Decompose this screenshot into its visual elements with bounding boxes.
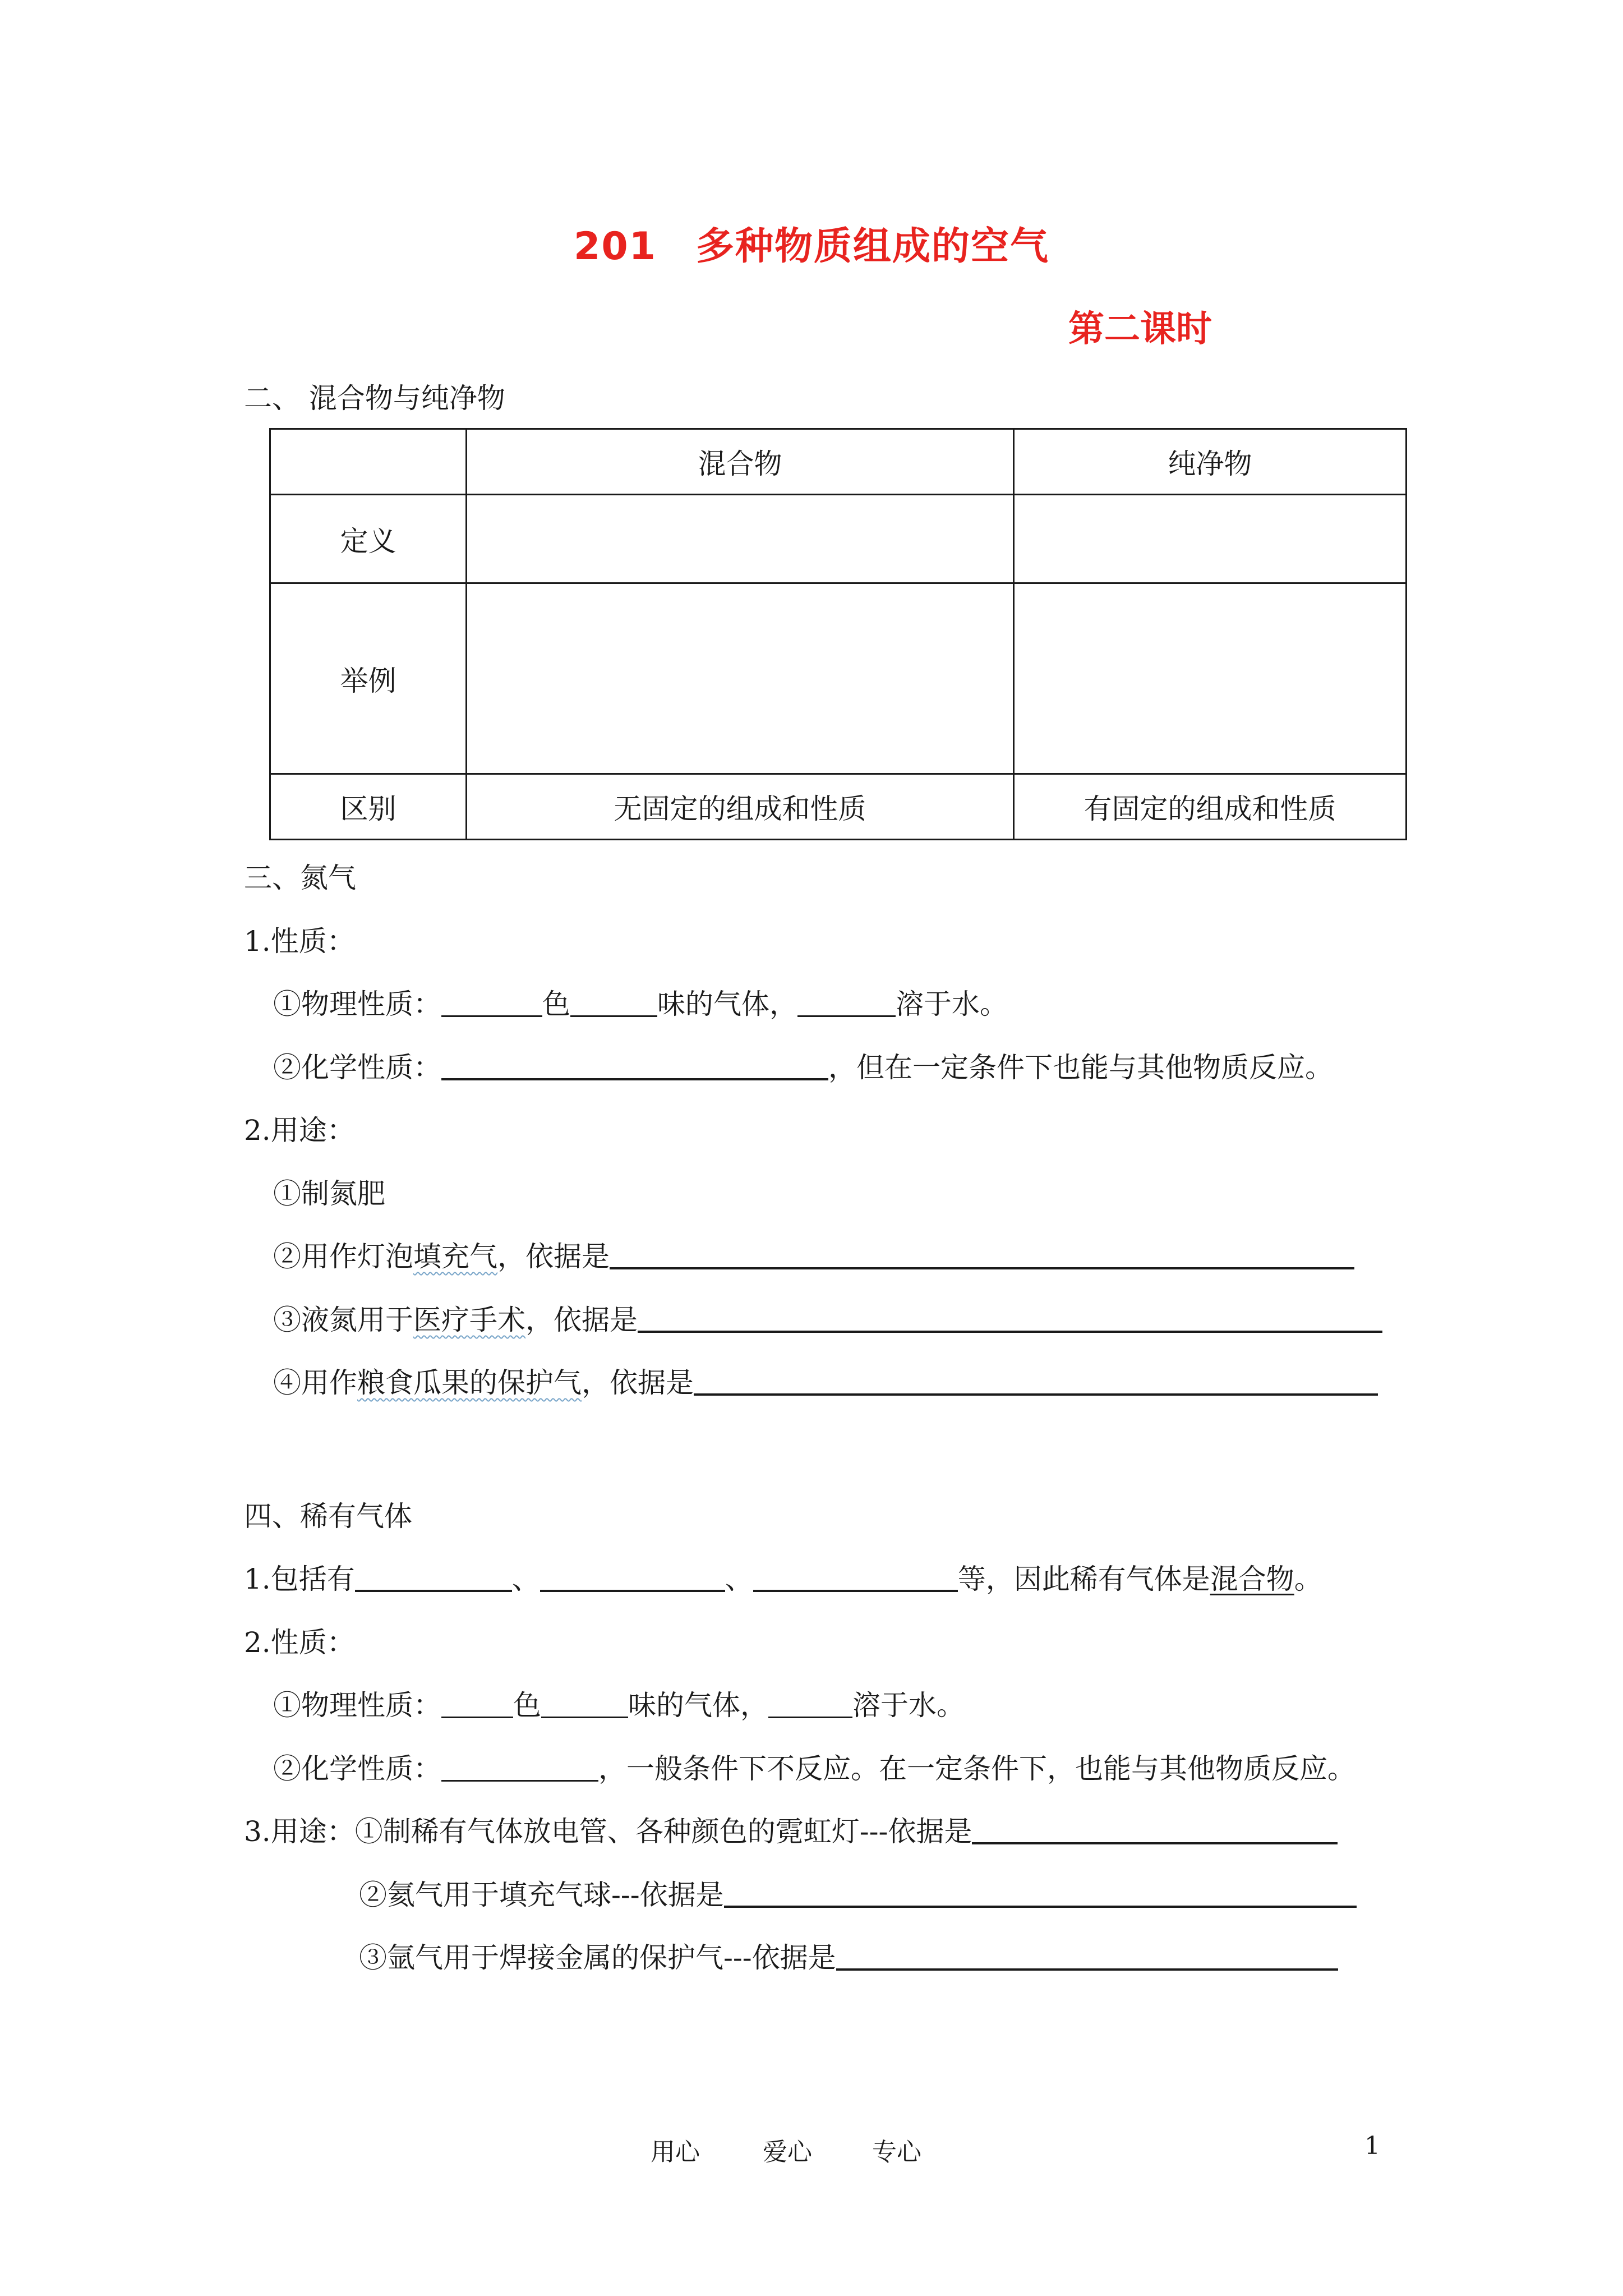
column-header-pure: 纯净物 — [1014, 429, 1407, 495]
label: 、 — [511, 1563, 540, 1595]
noble-chemical-blank[interactable] — [441, 1753, 598, 1782]
section-2-heading: 二、 混合物与纯净物 — [244, 382, 505, 415]
label: 溶于水。 — [896, 988, 1008, 1020]
difference-mixture-cell: 无固定的组成和性质 — [467, 774, 1014, 840]
nitrogen-use-3 — [273, 1303, 1382, 1337]
label: 。 — [1294, 1563, 1322, 1595]
noble-gases-use-1 — [244, 1815, 1338, 1848]
label: ，但在一定条件下也能与其他物质反应。 — [828, 1051, 1333, 1084]
nitrogen-physical-line — [273, 987, 1008, 1021]
noble-color-blank[interactable] — [441, 1690, 513, 1718]
lesson-subtitle: 第二课时 — [1068, 309, 1212, 350]
example-mixture-cell[interactable] — [467, 583, 1014, 774]
label: 填充气 — [413, 1240, 497, 1273]
noble-gases-physical-line — [273, 1688, 965, 1722]
label: ，依据是 — [497, 1240, 610, 1273]
noble-solubility-blank[interactable] — [768, 1690, 852, 1718]
title-number: 201 — [574, 224, 657, 269]
label: ①物理性质： — [273, 988, 441, 1020]
nitrogen-odor-blank[interactable] — [570, 988, 657, 1017]
nitrogen-use-4-blank[interactable] — [694, 1366, 1378, 1396]
label: 等，因此稀有气体是 — [957, 1563, 1210, 1595]
table-header-row — [270, 429, 1407, 495]
label: 医疗手术 — [413, 1304, 525, 1336]
row-label-difference: 区别 — [270, 774, 467, 840]
label: 色 — [513, 1689, 541, 1722]
row-label-definition: 定义 — [270, 495, 467, 583]
definition-pure-cell[interactable] — [1014, 495, 1407, 583]
nitrogen-uses-title: 2.用途： — [244, 1114, 355, 1147]
difference-pure-cell: 有固定的组成和性质 — [1014, 774, 1407, 840]
noble-use-3-blank[interactable] — [836, 1941, 1338, 1971]
table-row — [270, 495, 1407, 583]
label: 1.包括有 — [244, 1563, 355, 1595]
noble-gas-blank-2[interactable] — [540, 1563, 725, 1592]
mixture-vs-pure-table — [269, 428, 1407, 840]
label: ②氦气用于填充气球---依据是 — [359, 1879, 724, 1911]
label: ，依据是 — [582, 1366, 694, 1399]
section-4-heading: 四、稀有气体 — [244, 1500, 412, 1533]
label: 、 — [725, 1563, 753, 1595]
noble-gas-blank-3[interactable] — [753, 1563, 958, 1592]
nitrogen-chemical-line — [273, 1051, 1333, 1084]
label: ③液氮用于 — [273, 1304, 413, 1336]
nitrogen-use-1: ①制氮肥 — [273, 1177, 385, 1210]
nitrogen-use-2-blank[interactable] — [610, 1240, 1354, 1269]
nitrogen-use-4 — [273, 1366, 1378, 1400]
table-corner-cell — [270, 429, 467, 495]
noble-gases-chemical-line — [273, 1752, 1355, 1786]
title-text: 多种物质组成的空气 — [695, 224, 1049, 269]
noble-odor-blank[interactable] — [541, 1690, 628, 1718]
example-pure-cell[interactable] — [1014, 583, 1407, 774]
label: 溶于水。 — [852, 1689, 965, 1722]
label: 色 — [542, 988, 570, 1020]
nitrogen-chemical-blank[interactable] — [441, 1051, 828, 1080]
label: ②化学性质： — [273, 1752, 441, 1785]
footer-motto-1: 用心 — [651, 2138, 700, 2166]
label: ①制稀有气体放电管、各种颜色的霓虹灯---依据是 — [354, 1815, 972, 1848]
label: 味的气体， — [628, 1689, 768, 1722]
noble-gases-use-2 — [359, 1878, 1357, 1912]
definition-mixture-cell[interactable] — [467, 495, 1014, 583]
label: ②用作灯泡 — [273, 1240, 413, 1273]
page-title — [0, 216, 1623, 270]
label: 粮食瓜果的保护气 — [357, 1366, 582, 1399]
noble-gases-includes-line — [244, 1562, 1322, 1596]
noble-gases-properties-title: 2.性质： — [244, 1626, 355, 1659]
nitrogen-use-3-blank[interactable] — [638, 1304, 1382, 1333]
noble-use-2-blank[interactable] — [724, 1879, 1357, 1908]
section-3-heading: 三、氮气 — [244, 862, 356, 894]
table-row — [270, 774, 1407, 840]
label: ④用作 — [273, 1366, 357, 1399]
label: 3.用途： — [244, 1815, 355, 1848]
footer-motto-2: 爱心 — [763, 2138, 812, 2166]
label: ，一般条件下不反应。在一定条件下，也能与其他物质反应。 — [598, 1752, 1355, 1785]
label: ②化学性质： — [273, 1051, 441, 1084]
column-header-mixture: 混合物 — [467, 429, 1014, 495]
table-row — [270, 583, 1407, 774]
page-number: 1 — [1364, 2132, 1380, 2160]
row-label-example: 举例 — [270, 583, 467, 774]
noble-gas-blank-1[interactable] — [355, 1563, 512, 1592]
label: ③氩气用于焊接金属的保护气---依据是 — [359, 1941, 836, 1974]
nitrogen-use-2 — [273, 1240, 1354, 1273]
label: 混合物 — [1210, 1563, 1294, 1595]
nitrogen-properties-title: 1.性质： — [244, 925, 355, 958]
noble-gases-use-3 — [359, 1941, 1338, 1975]
label: ①物理性质： — [273, 1689, 441, 1722]
label: 味的气体， — [657, 988, 797, 1020]
nitrogen-solubility-blank[interactable] — [797, 988, 896, 1017]
noble-use-1-blank[interactable] — [972, 1815, 1338, 1844]
footer-motto-3: 专心 — [872, 2138, 921, 2166]
nitrogen-color-blank[interactable] — [441, 988, 542, 1017]
label: ，依据是 — [525, 1304, 638, 1336]
